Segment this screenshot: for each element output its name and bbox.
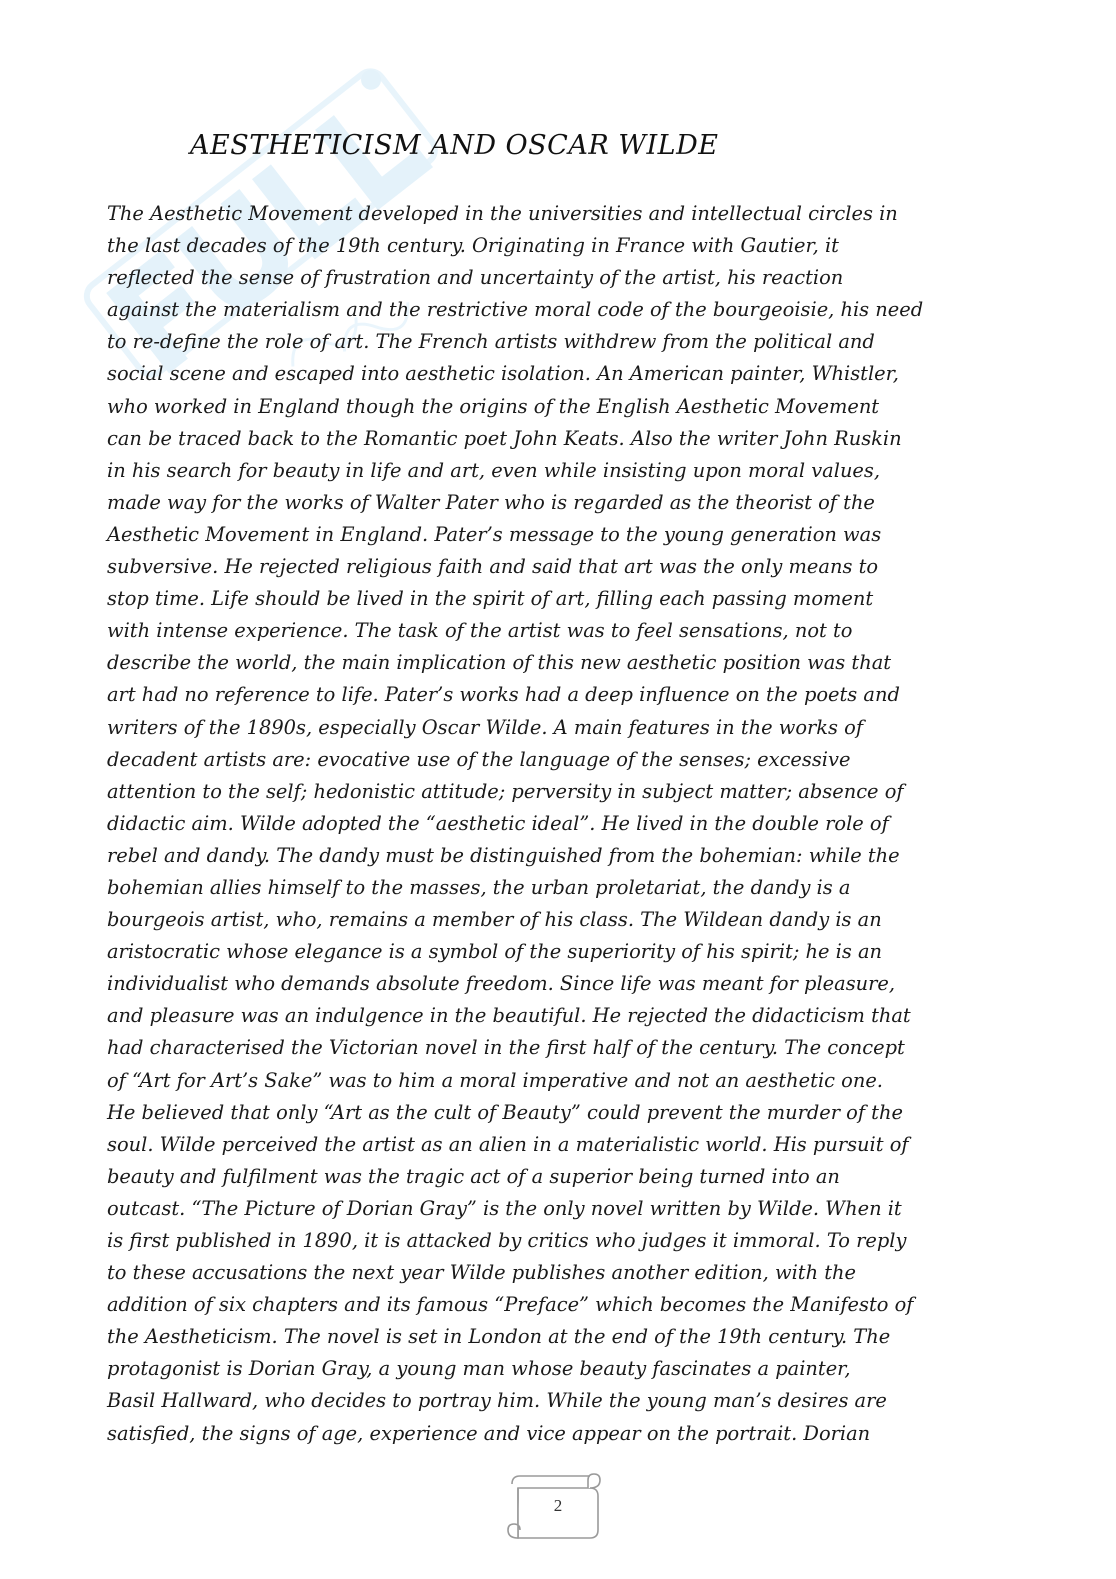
- body-line: attention to the self; hedonistic attitude; perversity in subject matter; absence of: [107, 779, 904, 803]
- body-line: He believed that only “Art as the cult of Beauty” could prevent the murder of the: [107, 1100, 903, 1124]
- body-line: reflected the sense of frustration and uncertainty of the artist, his reaction: [107, 266, 844, 290]
- page-number: 2: [553, 1496, 563, 1515]
- body-line: had characterised the Victorian novel in the first half of the century. The concept: [107, 1036, 905, 1060]
- body-line: with intense experience. The task of the artist was to feel sensations, not to: [107, 619, 853, 643]
- body-line: satisfied, the signs of age, experience and vice appear on the portrait. Dorian: [107, 1421, 871, 1445]
- body-line: social scene and escaped into aesthetic isolation. An American painter, Whistler,: [107, 362, 899, 386]
- body-line: outcast. “The Picture of Dorian Gray” is the only novel written by Wilde. When it: [107, 1196, 902, 1220]
- body-line: art had no reference to life. Pater’s works had a deep influence on the poets and: [107, 683, 900, 707]
- body-line: in his search for beauty in life and art, even while insisting upon moral values,: [107, 458, 881, 482]
- body-line: protagonist is Dorian Gray, a young man whose beauty fascinates a painter,: [107, 1357, 851, 1381]
- body-line: soul. Wilde perceived the artist as an alien in a materialistic world. His pursuit of: [107, 1132, 909, 1156]
- body-line: to these accusations the next year Wilde publishes another edition, with the: [107, 1261, 857, 1285]
- body-line: individualist who demands absolute freedom. Since life was meant for pleasure,: [107, 972, 896, 996]
- body-line: the last decades of the 19th century. Originating in France with Gautier, it: [107, 234, 839, 258]
- body-line: who worked in England though the origins of the English Aesthetic Movement: [107, 394, 880, 418]
- body-line: subversive. He rejected religious faith and said that art was the only means to: [107, 555, 879, 579]
- body-line: bourgeois artist, who, remains a member of his class. The Wildean dandy is an: [107, 908, 882, 932]
- body-line: and pleasure was an indulgence in the beautiful. He rejected the didacticism that: [107, 1004, 911, 1028]
- body-line: against the materialism and the restrictive moral code of the bourgeoisie, his need: [107, 298, 924, 322]
- body-line: can be traced back to the Romantic poet John Keats. Also the writer John Ruskin: [107, 426, 902, 450]
- body-text: [107, 198, 1027, 1450]
- body-line: describe the world, the main implication of this new aesthetic position was that: [107, 651, 892, 675]
- body-line: Aesthetic Movement in England. Pater’s message to the young generation was: [107, 522, 882, 546]
- body-line: the Aestheticism. The novel is set in London at the end of the 19th century. The: [107, 1325, 891, 1349]
- body-line: bohemian allies himself to the masses, the urban proletariat, the dandy is a: [107, 875, 851, 899]
- body-line: decadent artists are: evocative use of the language of the senses; excessive: [107, 747, 851, 771]
- body-line: beauty and fulfilment was the tragic act of a superior being turned into an: [107, 1164, 840, 1188]
- page-title: AESTHETICISM AND OSCAR WILDE: [190, 130, 719, 161]
- body-line: of “Art for Art’s Sake” was to him a moral imperative and not an aesthetic one.: [107, 1068, 883, 1092]
- body-line: is first published in 1890, it is attacked by critics who judges it immoral. To reply: [107, 1229, 907, 1252]
- body-line: made way for the works of Walter Pater who is regarded as the theorist of the: [107, 490, 875, 514]
- body-line: to re-define the role of art. The French artists withdrew from the political and: [107, 330, 875, 354]
- body-line: stop time. Life should be lived in the spirit of art, filling each passing moment: [107, 587, 874, 611]
- body-line: Basil Hallward, who decides to portray him. While the young man’s desires are: [107, 1389, 887, 1413]
- body-line: rebel and dandy. The dandy must be distinguished from the bohemian: while the: [107, 843, 900, 867]
- body-line: writers of the 1890s, especially Oscar Wilde. A main features in the works of: [107, 715, 863, 739]
- body-line: addition of six chapters and its famous “Preface” which becomes the Manifesto of: [107, 1293, 914, 1317]
- body-line: aristocratic whose elegance is a symbol of the superiority of his spirit; he is an: [107, 940, 883, 964]
- body-line: didactic aim. Wilde adopted the “aesthetic ideal”. He lived in the double role of: [107, 811, 889, 835]
- body-line: The Aesthetic Movement developed in the universities and intellectual circles in: [107, 202, 898, 225]
